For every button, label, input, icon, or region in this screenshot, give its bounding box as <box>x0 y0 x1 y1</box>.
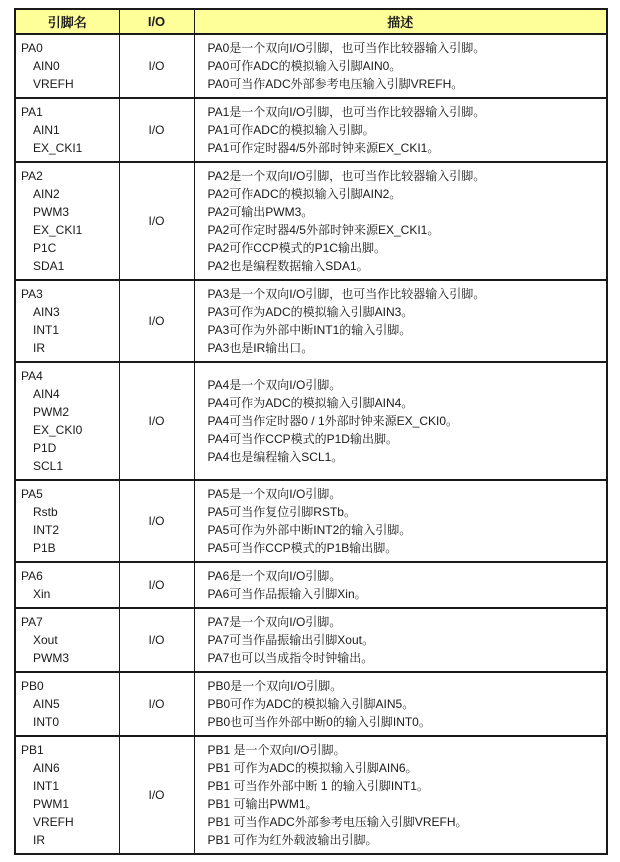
pin-alt-function-name: Xin <box>33 587 51 601</box>
io-type: I/O <box>119 162 194 280</box>
pin-name-cell <box>15 34 119 98</box>
pin-name-cell <box>15 280 119 362</box>
pin-name: PA0 <box>21 41 43 55</box>
header-row <box>15 9 607 34</box>
description-cell <box>194 608 607 672</box>
pin-alt-function-name: PWM3 <box>33 651 69 665</box>
description-line: PB1 可作为ADC的模拟输入引脚AIN6。 <box>207 761 418 775</box>
pin-name-cell <box>15 562 119 608</box>
description-line: PA0可作ADC的模拟输入引脚AIN0。 <box>207 59 402 73</box>
pin-alt-function-name: Rstb <box>33 505 58 519</box>
description-cell <box>194 362 607 480</box>
pin-alt-function-name: INT1 <box>33 779 60 793</box>
pin-alt-function-name: P1C <box>33 241 57 255</box>
pin-name-cell <box>15 98 119 162</box>
column-header-io: I/O <box>119 9 194 34</box>
description-line: PA7可当作晶振输出引脚Xout。 <box>207 633 374 647</box>
description-cell <box>194 280 607 362</box>
table-row <box>15 608 607 672</box>
pin-name: PA4 <box>21 369 43 383</box>
table-header <box>15 9 607 34</box>
pin-name: PB0 <box>21 679 44 693</box>
io-type: I/O <box>119 280 194 362</box>
pin-name-cell <box>15 362 119 480</box>
pin-alt-function-name: AIN4 <box>33 387 60 401</box>
pin-alt-function-name: EX_CKI1 <box>33 223 83 237</box>
description-line: PA4可当作定时器0 / 1外部时钟来源EX_CKI0。 <box>207 414 459 428</box>
pin-alt-function-name: P1B <box>33 541 56 555</box>
description-line: PB0也可当作外部中断0的输入引脚INT0。 <box>207 715 431 729</box>
description-line: PA0是一个双向I/O引脚，也可当作比较器输入引脚。 <box>207 41 486 55</box>
description-cell <box>194 34 607 98</box>
pin-alt-function-name: INT2 <box>33 523 60 537</box>
description-line: PB0是一个双向I/O引脚。 <box>207 679 343 693</box>
description-line: PB1 可作为红外载波输出引脚。 <box>207 833 378 847</box>
table-row <box>15 162 607 280</box>
description-line: PA3也是IR输出口。 <box>207 341 314 355</box>
io-type: I/O <box>119 736 194 854</box>
table-row <box>15 562 607 608</box>
pin-alt-function-name: AIN6 <box>33 761 60 775</box>
pin-name: PA5 <box>21 487 43 501</box>
table-row <box>15 480 607 562</box>
column-header-description: 描述 <box>194 9 607 34</box>
pin-function-table <box>14 8 608 855</box>
table-row <box>15 98 607 162</box>
table-row <box>15 672 607 736</box>
description-cell <box>194 736 607 854</box>
pin-alt-function-name: INT1 <box>33 323 60 337</box>
io-type: I/O <box>119 362 194 480</box>
pin-alt-function-name: AIN3 <box>33 305 60 319</box>
description-line: PA2可作CCP模式的P1C输出脚。 <box>207 241 386 255</box>
pin-alt-function-name: P1D <box>33 441 57 455</box>
description-line: PA2可作ADC的模拟输入引脚AIN2。 <box>207 187 402 201</box>
description-line: PA5是一个双向I/O引脚。 <box>207 487 342 501</box>
description-line: PA4也是编程输入SCL1。 <box>207 450 344 464</box>
io-type: I/O <box>119 98 194 162</box>
description-line: PA3可作为ADC的模拟输入引脚AIN3。 <box>207 305 414 319</box>
description-line: PB0可作为ADC的模拟输入引脚AIN5。 <box>207 697 415 711</box>
pin-alt-function-name: Xout <box>33 633 58 647</box>
pin-alt-function-name: INT0 <box>33 715 60 729</box>
pin-alt-function-name: AIN0 <box>33 59 60 73</box>
description-line: PA1可作定时器4/5外部时钟来源EX_CKI1。 <box>207 141 440 155</box>
description-line: PA6可当作品振输入引脚Xin。 <box>207 587 367 601</box>
pin-alt-function-name: EX_CKI1 <box>33 141 83 155</box>
pin-alt-function-name: IR <box>33 833 45 847</box>
description-line: PA5可当作CCP模式的P1B输出脚。 <box>207 541 398 555</box>
description-line: PA2也是编程数据输入SDA1。 <box>207 259 369 273</box>
description-cell <box>194 162 607 280</box>
pin-name-cell <box>15 608 119 672</box>
io-type: I/O <box>119 608 194 672</box>
description-line: PA0可当作ADC外部参考电压输入引脚VREFH。 <box>207 77 464 91</box>
description-line: PB1 是一个双向I/O引脚。 <box>207 743 346 757</box>
description-line: PA7也可以当成指令时钟输出。 <box>207 651 374 665</box>
pin-alt-function-name: PWM3 <box>33 205 69 219</box>
table-row <box>15 280 607 362</box>
pin-alt-function-name: AIN5 <box>33 697 60 711</box>
description-line: PA4可作为ADC的模拟输入引脚AIN4。 <box>207 396 414 410</box>
pin-name: PB1 <box>21 743 44 757</box>
description-cell <box>194 98 607 162</box>
pin-alt-function-name: IR <box>33 341 45 355</box>
description-cell <box>194 562 607 608</box>
description-line: PA4可当作CCP模式的P1D输出脚。 <box>207 432 398 446</box>
pin-alt-function-name: EX_CKI0 <box>33 423 83 437</box>
description-line: PB1 可输出PWM1。 <box>207 797 318 811</box>
io-type: I/O <box>119 562 194 608</box>
description-cell <box>194 672 607 736</box>
table-row <box>15 362 607 480</box>
pin-alt-function-name: VREFH <box>33 815 74 829</box>
description-line: PA4是一个双向I/O引脚。 <box>207 378 342 392</box>
pin-alt-function-name: SCL1 <box>33 459 64 473</box>
pin-alt-function-name: SDA1 <box>33 259 65 273</box>
pin-name: PA6 <box>21 569 43 583</box>
pin-name: PA2 <box>21 169 43 183</box>
description-cell <box>194 480 607 562</box>
description-line: PA1是一个双向I/O引脚，也可当作比较器输入引脚。 <box>207 105 486 119</box>
io-type: I/O <box>119 672 194 736</box>
pin-alt-function-name: PWM2 <box>33 405 69 419</box>
table-row <box>15 34 607 98</box>
description-line: PA5可作为外部中断INT2的输入引脚。 <box>207 523 412 537</box>
description-line: PB1 可当作ADC外部参考电压输入引脚VREFH。 <box>207 815 468 829</box>
pin-name: PA3 <box>21 287 43 301</box>
pin-name-cell <box>15 736 119 854</box>
pin-table-body <box>15 34 607 854</box>
description-line: PA7是一个双向I/O引脚。 <box>207 615 342 629</box>
description-line: PB1 可当作外部中断 1 的输入引脚INT1。 <box>207 779 429 793</box>
pin-alt-function-name: PWM1 <box>33 797 69 811</box>
io-type: I/O <box>119 34 194 98</box>
pin-name-cell <box>15 162 119 280</box>
description-line: PA2可输出PWM3。 <box>207 205 314 219</box>
column-header-pin-name: 引脚名 <box>15 9 119 34</box>
io-type: I/O <box>119 480 194 562</box>
description-line: PA1可作ADC的模拟输入引脚。 <box>207 123 375 137</box>
pin-alt-function-name: VREFH <box>33 77 74 91</box>
pin-alt-function-name: AIN2 <box>33 187 60 201</box>
pin-name-cell <box>15 672 119 736</box>
description-line: PA3是一个双向I/O引脚，也可当作比较器输入引脚。 <box>207 287 486 301</box>
description-line: PA2是一个双向I/O引脚，也可当作比较器输入引脚。 <box>207 169 486 183</box>
pin-name: PA1 <box>21 105 43 119</box>
pin-alt-function-name: AIN1 <box>33 123 60 137</box>
description-line: PA5可当作复位引脚RSTb。 <box>207 505 356 519</box>
description-line: PA3可作为外部中断INT1的输入引脚。 <box>207 323 412 337</box>
table-row <box>15 736 607 854</box>
description-line: PA6是一个双向I/O引脚。 <box>207 569 342 583</box>
description-line: PA2可作定时器4/5外部时钟来源EX_CKI1。 <box>207 223 440 237</box>
pin-name-cell <box>15 480 119 562</box>
pin-name: PA7 <box>21 615 43 629</box>
